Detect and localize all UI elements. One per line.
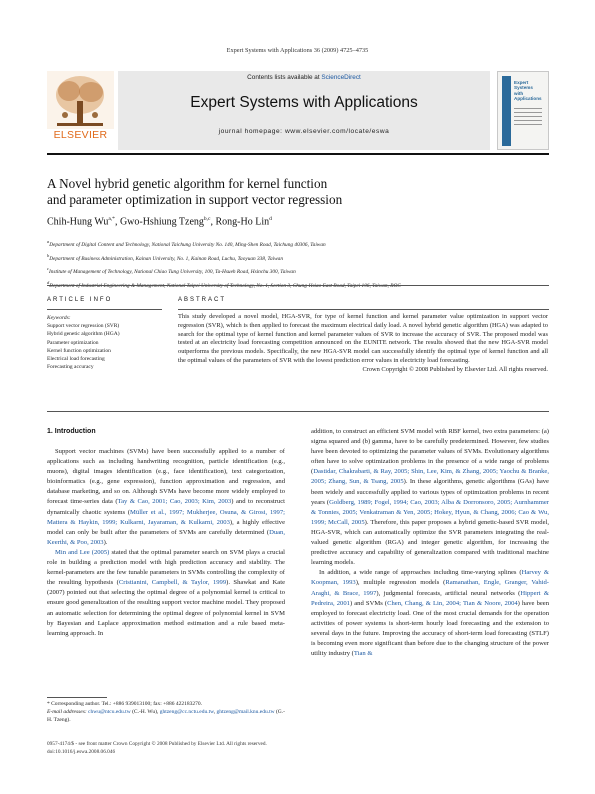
email-link[interactable]: ghtzeng@cc.nctu.edu.tw xyxy=(159,708,214,715)
cover-line: Applications xyxy=(514,96,542,102)
paragraph xyxy=(47,447,285,548)
cover-line: Expert xyxy=(514,80,529,85)
body-text: ), a highly effective model can only be built after the parameters of SVMs are carefully determined ( xyxy=(47,518,285,536)
section-heading-introduction: 1. Introduction xyxy=(47,428,96,435)
title-line: A Novel hybrid genetic algorithm for kernel function xyxy=(47,176,328,191)
abstract-rule xyxy=(178,309,549,310)
author-name: Gwo-Hshiung Tzeng xyxy=(119,216,204,228)
email-link[interactable]: chwu@ntcu.edu.tw xyxy=(88,708,131,715)
abstract-block xyxy=(178,313,548,375)
journal-title: Expert Systems with Applications xyxy=(190,94,418,111)
keywords-block xyxy=(47,314,162,371)
paragraph xyxy=(311,568,549,659)
copyright-notice: Crown Copyright © 2008 Published by Elsevier Ltd. All rights reserved. xyxy=(362,365,548,373)
citation-link[interactable]: Tay & Cao, 2001; Cao, 2003; Kim, 2003 xyxy=(117,498,232,506)
citation-link[interactable]: Goldberg, 1989; Fogel, 1994; Cao, 2003; Alba & Dorronsoro, 2005; Aurnhammer & Tonnies, 2005; Venkatraman & Yen, 2005; Hokey, Hyun, & Chang, 2006; Cao & Wu, 1999; McCall, 2005 xyxy=(311,498,549,526)
paragraph xyxy=(311,427,549,568)
author-sup: a,* xyxy=(108,216,115,222)
journal-homepage[interactable]: journal homepage: www.elsevier.com/locate/eswa xyxy=(218,128,390,135)
affiliation-text: Department of Digital Content and Technology, National Taichung University No. 140, Ming-Shen Road, Taichung 40306, Taiwan xyxy=(49,241,326,248)
email-owner: (C.-H. Wu), xyxy=(130,708,160,715)
body-text: ). Therefore, this paper proposes a hybrid genetic-based SVR model, HGA-SVR, which can automatically optimize the SVR parameters integrating the real-valued genetic algorithm (RGA) and integer genetic algorithm, for increasing the predictive accuracy and capability of generalization compared with traditional machine learning models. xyxy=(311,518,549,567)
keyword: Hybrid genetic algorithm (HGA) xyxy=(47,331,120,338)
cover-title xyxy=(514,80,542,102)
journal-reference: Expert Systems with Applications 36 (2009) 4725–4735 xyxy=(226,47,369,54)
affiliation-sup: c xyxy=(47,266,49,272)
affiliation-text: Institute of Management of Technology, National Chiao Tung University, 100, Ta-Hsueh Road, Hsinchu 300, Taiwan xyxy=(48,269,296,276)
email-label: E-mail addresses: xyxy=(47,708,87,715)
body-text: ) have been employed to forecast electricity load. One of the most crucial demands for the operation activities of power systems is short-term hourly load forecasting and the extension to several days in the future. Improving the accuracy of short-term load forecasting (STLF) is becoming even more significant than before due to the changing structure of the power utility industry ( xyxy=(311,599,550,658)
affiliation-sup: a xyxy=(47,239,50,244)
cover-text-lines xyxy=(514,108,542,138)
citation-link[interactable]: Harvey & Koopman, 1993 xyxy=(311,569,549,587)
email-owner: (G.-H. Tzeng). xyxy=(47,708,285,723)
citation-link[interactable]: Ramanathan, Engle, Granger, Vahid-Araghi, & Brace, 1997 xyxy=(311,579,549,597)
header-rule xyxy=(47,153,549,155)
body-text: addition, to construct an efficient SVM model with RBF kernel, two extra parameters: (a) sigma squared and (b) gamma, have to be carefully predetermined. However, few studies have been devoted to optimizing the parameter values of SVMs. Evolutionary algorithms often have to solve optimization problems in the presence of a wide range of problems ( xyxy=(311,428,549,476)
affiliation-text: Department of Business Administration, Kainan University, No. 1, Kainan Road, Luchu, Taoyuan 338, Taiwan xyxy=(49,255,283,262)
keyword: Electrical load forecasting xyxy=(47,356,105,363)
affiliation-text: Department of Industrial Engineering & Management, National Taipei University of Technology, No. 1, Section 3, Chung-Hsiao East Road, Taipei 106, Taiwan, ROC xyxy=(49,282,401,289)
body-text: ), judgmental forecasts, artificial neural networks ( xyxy=(376,589,521,597)
body-text: ). xyxy=(103,538,108,546)
author-sup: d xyxy=(269,216,272,222)
email-separator: , xyxy=(213,708,217,715)
body-text: ), multiple regression models ( xyxy=(355,579,446,587)
citation-link[interactable]: Dastidar, Chakrabarti, & Ray, 2005; Shin, Lee, Kim, & Zhang, 2005; Yaochu & Branke, 2005; Zhang, Sun, & Tsang, 2005 xyxy=(311,468,549,486)
keywords-title: Keywords: xyxy=(47,315,71,321)
author-sup: b,c xyxy=(203,216,211,222)
front-matter-info xyxy=(47,741,267,756)
affiliation xyxy=(47,237,549,251)
keyword: Forecasting accuracy xyxy=(47,364,94,371)
citation-link[interactable]: Müller et al., 1997; Mukherjee, Osuna, & Girosi, 1997; Mattera & Haykin, 1999; Kulkarni, Jayaraman, & Kulkarni, 2003 xyxy=(47,508,285,526)
body-text: stated that the optimal parameter search on SVM plays a crucial role in building a prediction model with high prediction accuracy and stability. The kernel-parameters are the few tunable parameters in SVMs controlling the complexity of the resulting hypothesis ( xyxy=(47,548,285,587)
keyword: Kernel function optimization xyxy=(47,347,111,354)
affiliation xyxy=(47,251,549,265)
contents-line xyxy=(118,74,490,81)
email-link[interactable]: ghtzeng@mail.knu.edu.tw xyxy=(216,708,275,715)
issn-line: 0957-4174/$ - see front matter Crown Copyright © 2008 Published by Elsevier Ltd. All rights reserved. xyxy=(47,741,267,747)
citation-link[interactable]: Hippert & Pedreira, 2001 xyxy=(311,589,550,607)
citation-link[interactable]: Duan, Keerthi, & Poo, 2003 xyxy=(47,528,285,546)
email-line xyxy=(47,709,285,725)
cover-line: Systems xyxy=(514,85,533,91)
body-text: Support vector machines (SVMs) have been successfully applied to a number of applications such as including handwriting recognition, particle identification (e.g., muons), digital images identification (e.g., face identification), text categorization, bioinformatics (e.g., gene expression), function approximation and regression, and database marketing, and so on. Although SVMs have become more widely employed to forecast time-series data ( xyxy=(47,448,285,506)
article-info-heading: ARTICLE INFO xyxy=(47,297,113,303)
contents-prefix: Contents lists available at xyxy=(247,74,322,81)
affiliation-sup: d xyxy=(47,280,50,286)
footnotes xyxy=(47,701,285,724)
body-text: ) and SVMs ( xyxy=(349,599,388,607)
paragraph xyxy=(47,548,285,639)
citation-link[interactable]: Cristianini, Campbell, & Taylor, 1999 xyxy=(118,579,227,587)
article-info-rule xyxy=(47,309,162,310)
left-column xyxy=(47,447,285,639)
footnote-rule xyxy=(47,697,107,698)
body-text: In addition, a wide range of approaches including time-varying splines ( xyxy=(319,569,522,577)
title-line: and parameter optimization in support vector regression xyxy=(47,192,343,207)
keyword: Support vector regression (SVR) xyxy=(47,323,120,330)
section-rule xyxy=(47,285,549,286)
citation-link[interactable]: Min and Lee (2005) xyxy=(55,548,110,556)
elsevier-logo xyxy=(47,71,114,150)
body-rule xyxy=(47,411,549,412)
cover-line: with xyxy=(514,90,524,96)
body-text: ) and to reconstruct dynamically chaotic systems ( xyxy=(47,498,285,516)
journal-cover xyxy=(497,71,549,150)
corresponding-author-note: * Corresponding author. Tel.: +886 939013100; fax: +886 422183270. xyxy=(47,701,202,707)
author-name: Rong-Ho Lin xyxy=(215,216,270,228)
affiliation-sup: b xyxy=(47,252,50,258)
right-column xyxy=(311,427,549,659)
body-text: ). In these algorithms, genetic algorithms (GAs) have been widely and successfully applied to various types of optimization problems in recent years ( xyxy=(311,478,549,506)
citation-link[interactable]: Tian & xyxy=(353,650,373,658)
citation-link[interactable]: Chen, Chang, & Lin, 2004; Tian & Noore, 2004 xyxy=(387,599,518,607)
author-name: Chih-Hung Wu xyxy=(47,216,109,228)
abstract-heading: ABSTRACT xyxy=(178,297,227,303)
publisher-name: ELSEVIER xyxy=(53,129,108,141)
affiliations xyxy=(47,237,549,292)
body-text: ). Shawkat and Kate (2007) pointed out that selecting the optimal degree of a polynomial kernel is critical to ensure good generalization of the resulting support vector machine model. They proposed an automatic selection for determining the optimal degree of polynomial kernel in SVM by Bayesian and Laplace approximation method estimation and a rule based meta-learning approach. In xyxy=(47,579,285,637)
article-title xyxy=(47,176,467,208)
cover-stripe xyxy=(502,76,511,146)
author-list: Chih-Hung $Wu^{a,*}$, Gwo-Hshiung Tzeng$^{b,c}$, Rong-Ho Lin$^d$ xyxy=(47,216,272,228)
keyword: Parameter optimization xyxy=(47,339,99,346)
affiliation xyxy=(47,264,549,278)
abstract-text: This study developed a novel model, HGA-SVR, for type of kernel function and kernel parameter value optimization in support vector regression (SVR), which is then applied to forecast the maximum electrical daily load. A novel hybrid genetic algorithm (HGA) was adapted to search for the optimal type of kernel function and kernel parameter values of SVR to increase the accuracy of SVR. The proposed model was tested at an electricity load forecasting competition announced on the EUNITE network. The results showed that the new HGA-SVR model outperforms the previous models. Specifically, the new HGA-SVR model can successfully identify the optimal type of kernel function and all the optimal values of the parameters of SVR with the lowest prediction error values in electricity load forecasting. xyxy=(178,313,548,364)
doi-line: doi:10.1016/j.eswa.2008.06.046 xyxy=(47,748,116,755)
sciencedirect-link[interactable]: ScienceDirect xyxy=(321,74,361,81)
